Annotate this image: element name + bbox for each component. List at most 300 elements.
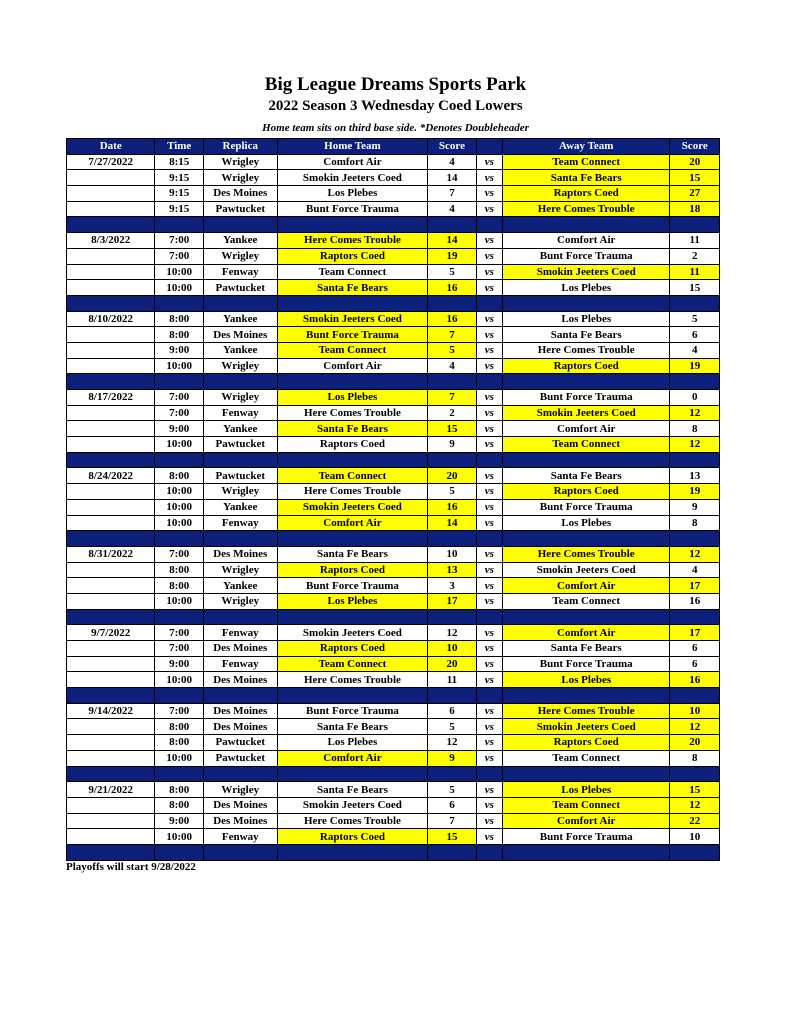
home-team-cell: Comfort Air xyxy=(277,154,428,170)
date-cell xyxy=(67,797,155,813)
table-row xyxy=(67,750,720,766)
vs-cell: vs xyxy=(476,468,502,484)
home-score-cell: 4 xyxy=(428,201,476,217)
date-cell: 8/17/2022 xyxy=(67,390,155,406)
time-cell: 10:00 xyxy=(155,280,203,296)
replica-cell: Des Moines xyxy=(203,186,277,202)
time-cell: 7:00 xyxy=(155,703,203,719)
replica-cell: Des Moines xyxy=(203,719,277,735)
separator-cell xyxy=(277,452,428,468)
week-separator xyxy=(67,531,720,547)
date-cell xyxy=(67,280,155,296)
away-score-cell: 8 xyxy=(670,750,720,766)
separator-cell xyxy=(203,766,277,782)
vs-cell: vs xyxy=(476,248,502,264)
separator-cell xyxy=(476,609,502,625)
vs-cell: vs xyxy=(476,170,502,186)
home-team-cell: Santa Fe Bears xyxy=(277,719,428,735)
home-team-cell: Team Connect xyxy=(277,264,428,280)
home-team-cell: Los Plebes xyxy=(277,390,428,406)
separator-cell xyxy=(428,766,476,782)
away-team-cell: Raptors Coed xyxy=(503,186,670,202)
table-row xyxy=(67,829,720,845)
table-row xyxy=(67,264,720,280)
away-team-cell: Here Comes Trouble xyxy=(503,201,670,217)
away-team-cell: Bunt Force Trauma xyxy=(503,499,670,515)
vs-cell: vs xyxy=(476,656,502,672)
replica-cell: Wrigley xyxy=(203,170,277,186)
away-team-cell: Santa Fe Bears xyxy=(503,468,670,484)
date-cell xyxy=(67,405,155,421)
separator-cell xyxy=(670,374,720,390)
away-team-cell: Raptors Coed xyxy=(503,484,670,500)
away-team-cell: Los Plebes xyxy=(503,672,670,688)
time-cell: 8:00 xyxy=(155,327,203,343)
schedule-body xyxy=(67,154,720,860)
separator-cell xyxy=(203,295,277,311)
time-cell: 7:00 xyxy=(155,641,203,657)
home-score-cell: 14 xyxy=(428,170,476,186)
vs-cell: vs xyxy=(476,437,502,453)
away-score-cell: 20 xyxy=(670,154,720,170)
vs-cell: vs xyxy=(476,750,502,766)
home-team-cell: Comfort Air xyxy=(277,515,428,531)
date-cell xyxy=(67,358,155,374)
away-team-cell: Los Plebes xyxy=(503,782,670,798)
table-header-row xyxy=(67,139,720,155)
home-team-cell: Los Plebes xyxy=(277,593,428,609)
away-score-cell: 15 xyxy=(670,280,720,296)
home-team-cell: Santa Fe Bears xyxy=(277,421,428,437)
table-row xyxy=(67,703,720,719)
separator-cell xyxy=(155,766,203,782)
vs-cell: vs xyxy=(476,233,502,249)
home-team-cell: Here Comes Trouble xyxy=(277,672,428,688)
vs-cell: vs xyxy=(476,735,502,751)
away-score-cell: 15 xyxy=(670,782,720,798)
replica-cell: Fenway xyxy=(203,264,277,280)
home-team-cell: Raptors Coed xyxy=(277,562,428,578)
separator-cell xyxy=(203,688,277,704)
home-score-cell: 15 xyxy=(428,829,476,845)
playoffs-note: Playoffs will start 9/28/2022 xyxy=(66,861,196,873)
away-score-cell: 9 xyxy=(670,499,720,515)
time-cell: 8:00 xyxy=(155,719,203,735)
away-score-cell: 19 xyxy=(670,358,720,374)
separator-cell xyxy=(503,531,670,547)
time-cell: 10:00 xyxy=(155,358,203,374)
date-cell xyxy=(67,421,155,437)
replica-cell: Des Moines xyxy=(203,641,277,657)
home-team-cell: Raptors Coed xyxy=(277,829,428,845)
replica-cell: Yankee xyxy=(203,421,277,437)
away-team-cell: Smokin Jeeters Coed xyxy=(503,264,670,280)
replica-cell: Yankee xyxy=(203,578,277,594)
table-row xyxy=(67,656,720,672)
table-row xyxy=(67,546,720,562)
separator-cell xyxy=(428,688,476,704)
time-cell: 8:00 xyxy=(155,562,203,578)
vs-cell: vs xyxy=(476,327,502,343)
away-team-cell: Comfort Air xyxy=(503,233,670,249)
separator-cell xyxy=(476,531,502,547)
away-score-cell: 20 xyxy=(670,735,720,751)
home-score-cell: 20 xyxy=(428,656,476,672)
date-cell xyxy=(67,186,155,202)
table-row xyxy=(67,593,720,609)
away-team-cell: Santa Fe Bears xyxy=(503,327,670,343)
away-score-cell: 4 xyxy=(670,342,720,358)
away-score-cell: 15 xyxy=(670,170,720,186)
time-cell: 7:00 xyxy=(155,625,203,641)
home-score-cell: 12 xyxy=(428,625,476,641)
time-cell: 7:00 xyxy=(155,248,203,264)
table-row xyxy=(67,735,720,751)
home-team-cell: Comfort Air xyxy=(277,750,428,766)
separator-cell xyxy=(476,766,502,782)
time-cell: 9:00 xyxy=(155,342,203,358)
vs-cell: vs xyxy=(476,186,502,202)
table-row xyxy=(67,437,720,453)
away-team-cell: Santa Fe Bears xyxy=(503,641,670,657)
separator-cell xyxy=(503,217,670,233)
home-team-cell: Bunt Force Trauma xyxy=(277,578,428,594)
home-score-cell: 15 xyxy=(428,421,476,437)
time-cell: 9:15 xyxy=(155,201,203,217)
schedule-table xyxy=(66,138,720,861)
away-score-cell: 16 xyxy=(670,593,720,609)
home-team-cell: Smokin Jeeters Coed xyxy=(277,170,428,186)
home-score-cell: 7 xyxy=(428,813,476,829)
date-cell xyxy=(67,484,155,500)
table-row xyxy=(67,390,720,406)
table-row xyxy=(67,311,720,327)
home-score-cell: 7 xyxy=(428,327,476,343)
date-cell: 8/3/2022 xyxy=(67,233,155,249)
vs-cell: vs xyxy=(476,311,502,327)
home-team-cell: Raptors Coed xyxy=(277,641,428,657)
week-separator xyxy=(67,295,720,311)
separator-cell xyxy=(428,531,476,547)
away-score-cell: 12 xyxy=(670,546,720,562)
vs-cell: vs xyxy=(476,280,502,296)
home-team-cell: Team Connect xyxy=(277,468,428,484)
time-cell: 7:00 xyxy=(155,233,203,249)
date-cell xyxy=(67,248,155,264)
time-cell: 10:00 xyxy=(155,499,203,515)
separator-cell xyxy=(155,609,203,625)
away-team-cell: Here Comes Trouble xyxy=(503,703,670,719)
home-score-cell: 2 xyxy=(428,405,476,421)
time-cell: 9:15 xyxy=(155,186,203,202)
vs-cell: vs xyxy=(476,484,502,500)
away-team-cell: Bunt Force Trauma xyxy=(503,390,670,406)
vs-cell: vs xyxy=(476,641,502,657)
away-score-cell: 13 xyxy=(670,468,720,484)
separator-cell xyxy=(203,452,277,468)
separator-cell xyxy=(277,844,428,860)
separator-cell xyxy=(670,766,720,782)
separator-cell xyxy=(503,295,670,311)
separator-cell xyxy=(503,609,670,625)
away-team-cell: Smokin Jeeters Coed xyxy=(503,562,670,578)
separator-cell xyxy=(670,844,720,860)
replica-cell: Fenway xyxy=(203,515,277,531)
away-score-cell: 11 xyxy=(670,233,720,249)
separator-cell xyxy=(155,295,203,311)
week-separator xyxy=(67,452,720,468)
date-cell: 8/10/2022 xyxy=(67,311,155,327)
separator-cell xyxy=(476,374,502,390)
date-cell xyxy=(67,342,155,358)
date-cell: 8/24/2022 xyxy=(67,468,155,484)
date-cell xyxy=(67,719,155,735)
replica-cell: Wrigley xyxy=(203,248,277,264)
date-cell: 7/27/2022 xyxy=(67,154,155,170)
date-cell xyxy=(67,656,155,672)
separator-cell xyxy=(277,374,428,390)
table-row xyxy=(67,641,720,657)
time-cell: 9:00 xyxy=(155,656,203,672)
home-team-cell: Here Comes Trouble xyxy=(277,813,428,829)
date-cell: 9/21/2022 xyxy=(67,782,155,798)
away-score-cell: 10 xyxy=(670,703,720,719)
replica-cell: Yankee xyxy=(203,233,277,249)
separator-cell xyxy=(670,688,720,704)
away-score-cell: 17 xyxy=(670,578,720,594)
replica-cell: Wrigley xyxy=(203,593,277,609)
away-score-cell: 18 xyxy=(670,201,720,217)
vs-cell: vs xyxy=(476,719,502,735)
separator-cell xyxy=(67,766,155,782)
table-row xyxy=(67,719,720,735)
separator-cell xyxy=(203,217,277,233)
replica-cell: Pawtucket xyxy=(203,468,277,484)
time-cell: 9:00 xyxy=(155,813,203,829)
vs-cell: vs xyxy=(476,562,502,578)
home-score-cell: 6 xyxy=(428,703,476,719)
separator-cell xyxy=(503,766,670,782)
table-row xyxy=(67,154,720,170)
separator-cell xyxy=(277,217,428,233)
home-score-cell: 7 xyxy=(428,390,476,406)
home-score-cell: 11 xyxy=(428,672,476,688)
table-row xyxy=(67,342,720,358)
separator-cell xyxy=(503,452,670,468)
vs-cell: vs xyxy=(476,405,502,421)
home-score-cell: 5 xyxy=(428,264,476,280)
vs-cell: vs xyxy=(476,546,502,562)
separator-cell xyxy=(670,217,720,233)
week-separator xyxy=(67,609,720,625)
replica-cell: Pawtucket xyxy=(203,750,277,766)
away-score-cell: 19 xyxy=(670,484,720,500)
table-row xyxy=(67,782,720,798)
table-row xyxy=(67,672,720,688)
away-team-cell: Comfort Air xyxy=(503,813,670,829)
home-team-cell: Bunt Force Trauma xyxy=(277,703,428,719)
table-row xyxy=(67,562,720,578)
home-score-cell: 16 xyxy=(428,311,476,327)
away-team-cell: Here Comes Trouble xyxy=(503,342,670,358)
vs-cell: vs xyxy=(476,264,502,280)
away-team-cell: Team Connect xyxy=(503,797,670,813)
table-row xyxy=(67,186,720,202)
home-score-cell: 14 xyxy=(428,233,476,249)
vs-cell: vs xyxy=(476,829,502,845)
away-score-cell: 16 xyxy=(670,672,720,688)
time-cell: 10:00 xyxy=(155,672,203,688)
home-team-cell: Bunt Force Trauma xyxy=(277,201,428,217)
time-cell: 8:00 xyxy=(155,311,203,327)
home-team-note: Home team sits on third base side. *Denotes Doubleheader xyxy=(262,122,529,134)
separator-cell xyxy=(277,766,428,782)
home-team-cell: Here Comes Trouble xyxy=(277,233,428,249)
vs-cell: vs xyxy=(476,358,502,374)
time-cell: 9:00 xyxy=(155,421,203,437)
replica-cell: Wrigley xyxy=(203,154,277,170)
away-team-cell: Santa Fe Bears xyxy=(503,170,670,186)
away-score-cell: 12 xyxy=(670,437,720,453)
away-team-cell: Bunt Force Trauma xyxy=(503,829,670,845)
header-home-team: Home Team xyxy=(277,139,428,155)
separator-cell xyxy=(503,688,670,704)
table-row xyxy=(67,170,720,186)
home-score-cell: 4 xyxy=(428,154,476,170)
home-score-cell: 16 xyxy=(428,499,476,515)
date-cell xyxy=(67,201,155,217)
replica-cell: Wrigley xyxy=(203,484,277,500)
replica-cell: Pawtucket xyxy=(203,437,277,453)
table-row xyxy=(67,421,720,437)
replica-cell: Fenway xyxy=(203,405,277,421)
replica-cell: Wrigley xyxy=(203,390,277,406)
away-score-cell: 27 xyxy=(670,186,720,202)
date-cell: 9/14/2022 xyxy=(67,703,155,719)
separator-cell xyxy=(155,531,203,547)
home-team-cell: Santa Fe Bears xyxy=(277,280,428,296)
separator-cell xyxy=(277,688,428,704)
home-team-cell: Here Comes Trouble xyxy=(277,405,428,421)
separator-cell xyxy=(155,688,203,704)
away-score-cell: 8 xyxy=(670,421,720,437)
header-replica: Replica xyxy=(203,139,277,155)
separator-cell xyxy=(67,452,155,468)
home-score-cell: 9 xyxy=(428,750,476,766)
away-score-cell: 4 xyxy=(670,562,720,578)
table-row xyxy=(67,201,720,217)
time-cell: 8:00 xyxy=(155,468,203,484)
separator-cell xyxy=(428,217,476,233)
date-cell xyxy=(67,813,155,829)
home-team-cell: Team Connect xyxy=(277,656,428,672)
replica-cell: Des Moines xyxy=(203,797,277,813)
away-score-cell: 22 xyxy=(670,813,720,829)
replica-cell: Yankee xyxy=(203,342,277,358)
vs-cell: vs xyxy=(476,201,502,217)
header-away-score: Score xyxy=(670,139,720,155)
time-cell: 8:15 xyxy=(155,154,203,170)
date-cell xyxy=(67,578,155,594)
away-score-cell: 12 xyxy=(670,405,720,421)
date-cell: 8/31/2022 xyxy=(67,546,155,562)
home-team-cell: Santa Fe Bears xyxy=(277,546,428,562)
vs-cell: vs xyxy=(476,342,502,358)
away-team-cell: Los Plebes xyxy=(503,280,670,296)
separator-cell xyxy=(476,217,502,233)
date-cell xyxy=(67,327,155,343)
away-team-cell: Comfort Air xyxy=(503,625,670,641)
home-score-cell: 9 xyxy=(428,437,476,453)
vs-cell: vs xyxy=(476,390,502,406)
replica-cell: Des Moines xyxy=(203,672,277,688)
separator-cell xyxy=(67,217,155,233)
replica-cell: Des Moines xyxy=(203,546,277,562)
home-score-cell: 19 xyxy=(428,248,476,264)
home-score-cell: 10 xyxy=(428,641,476,657)
away-team-cell: Smokin Jeeters Coed xyxy=(503,405,670,421)
home-team-cell: Team Connect xyxy=(277,342,428,358)
away-score-cell: 12 xyxy=(670,797,720,813)
home-score-cell: 20 xyxy=(428,468,476,484)
away-team-cell: Team Connect xyxy=(503,154,670,170)
away-team-cell: Raptors Coed xyxy=(503,358,670,374)
week-separator xyxy=(67,374,720,390)
home-team-cell: Smokin Jeeters Coed xyxy=(277,797,428,813)
home-score-cell: 4 xyxy=(428,358,476,374)
away-score-cell: 6 xyxy=(670,656,720,672)
home-team-cell: Bunt Force Trauma xyxy=(277,327,428,343)
time-cell: 10:00 xyxy=(155,484,203,500)
table-row xyxy=(67,625,720,641)
home-score-cell: 5 xyxy=(428,782,476,798)
away-score-cell: 6 xyxy=(670,327,720,343)
replica-cell: Des Moines xyxy=(203,813,277,829)
time-cell: 10:00 xyxy=(155,515,203,531)
separator-cell xyxy=(277,531,428,547)
header-vs xyxy=(476,139,502,155)
separator-cell xyxy=(503,844,670,860)
separator-cell xyxy=(670,295,720,311)
vs-cell: vs xyxy=(476,703,502,719)
separator-cell xyxy=(503,374,670,390)
separator-cell xyxy=(428,844,476,860)
time-cell: 9:15 xyxy=(155,170,203,186)
separator-cell xyxy=(203,844,277,860)
vs-cell: vs xyxy=(476,499,502,515)
page-subtitle: 2022 Season 3 Wednesday Coed Lowers xyxy=(268,98,523,114)
home-score-cell: 14 xyxy=(428,515,476,531)
separator-cell xyxy=(67,688,155,704)
replica-cell: Wrigley xyxy=(203,782,277,798)
home-team-cell: Smokin Jeeters Coed xyxy=(277,499,428,515)
separator-cell xyxy=(277,609,428,625)
vs-cell: vs xyxy=(476,421,502,437)
separator-cell xyxy=(277,295,428,311)
separator-cell xyxy=(155,374,203,390)
time-cell: 10:00 xyxy=(155,437,203,453)
separator-cell xyxy=(155,217,203,233)
table-row xyxy=(67,797,720,813)
separator-cell xyxy=(428,295,476,311)
separator-cell xyxy=(670,609,720,625)
date-cell xyxy=(67,170,155,186)
time-cell: 7:00 xyxy=(155,390,203,406)
away-team-cell: Comfort Air xyxy=(503,578,670,594)
away-score-cell: 6 xyxy=(670,641,720,657)
separator-cell xyxy=(476,844,502,860)
time-cell: 10:00 xyxy=(155,750,203,766)
